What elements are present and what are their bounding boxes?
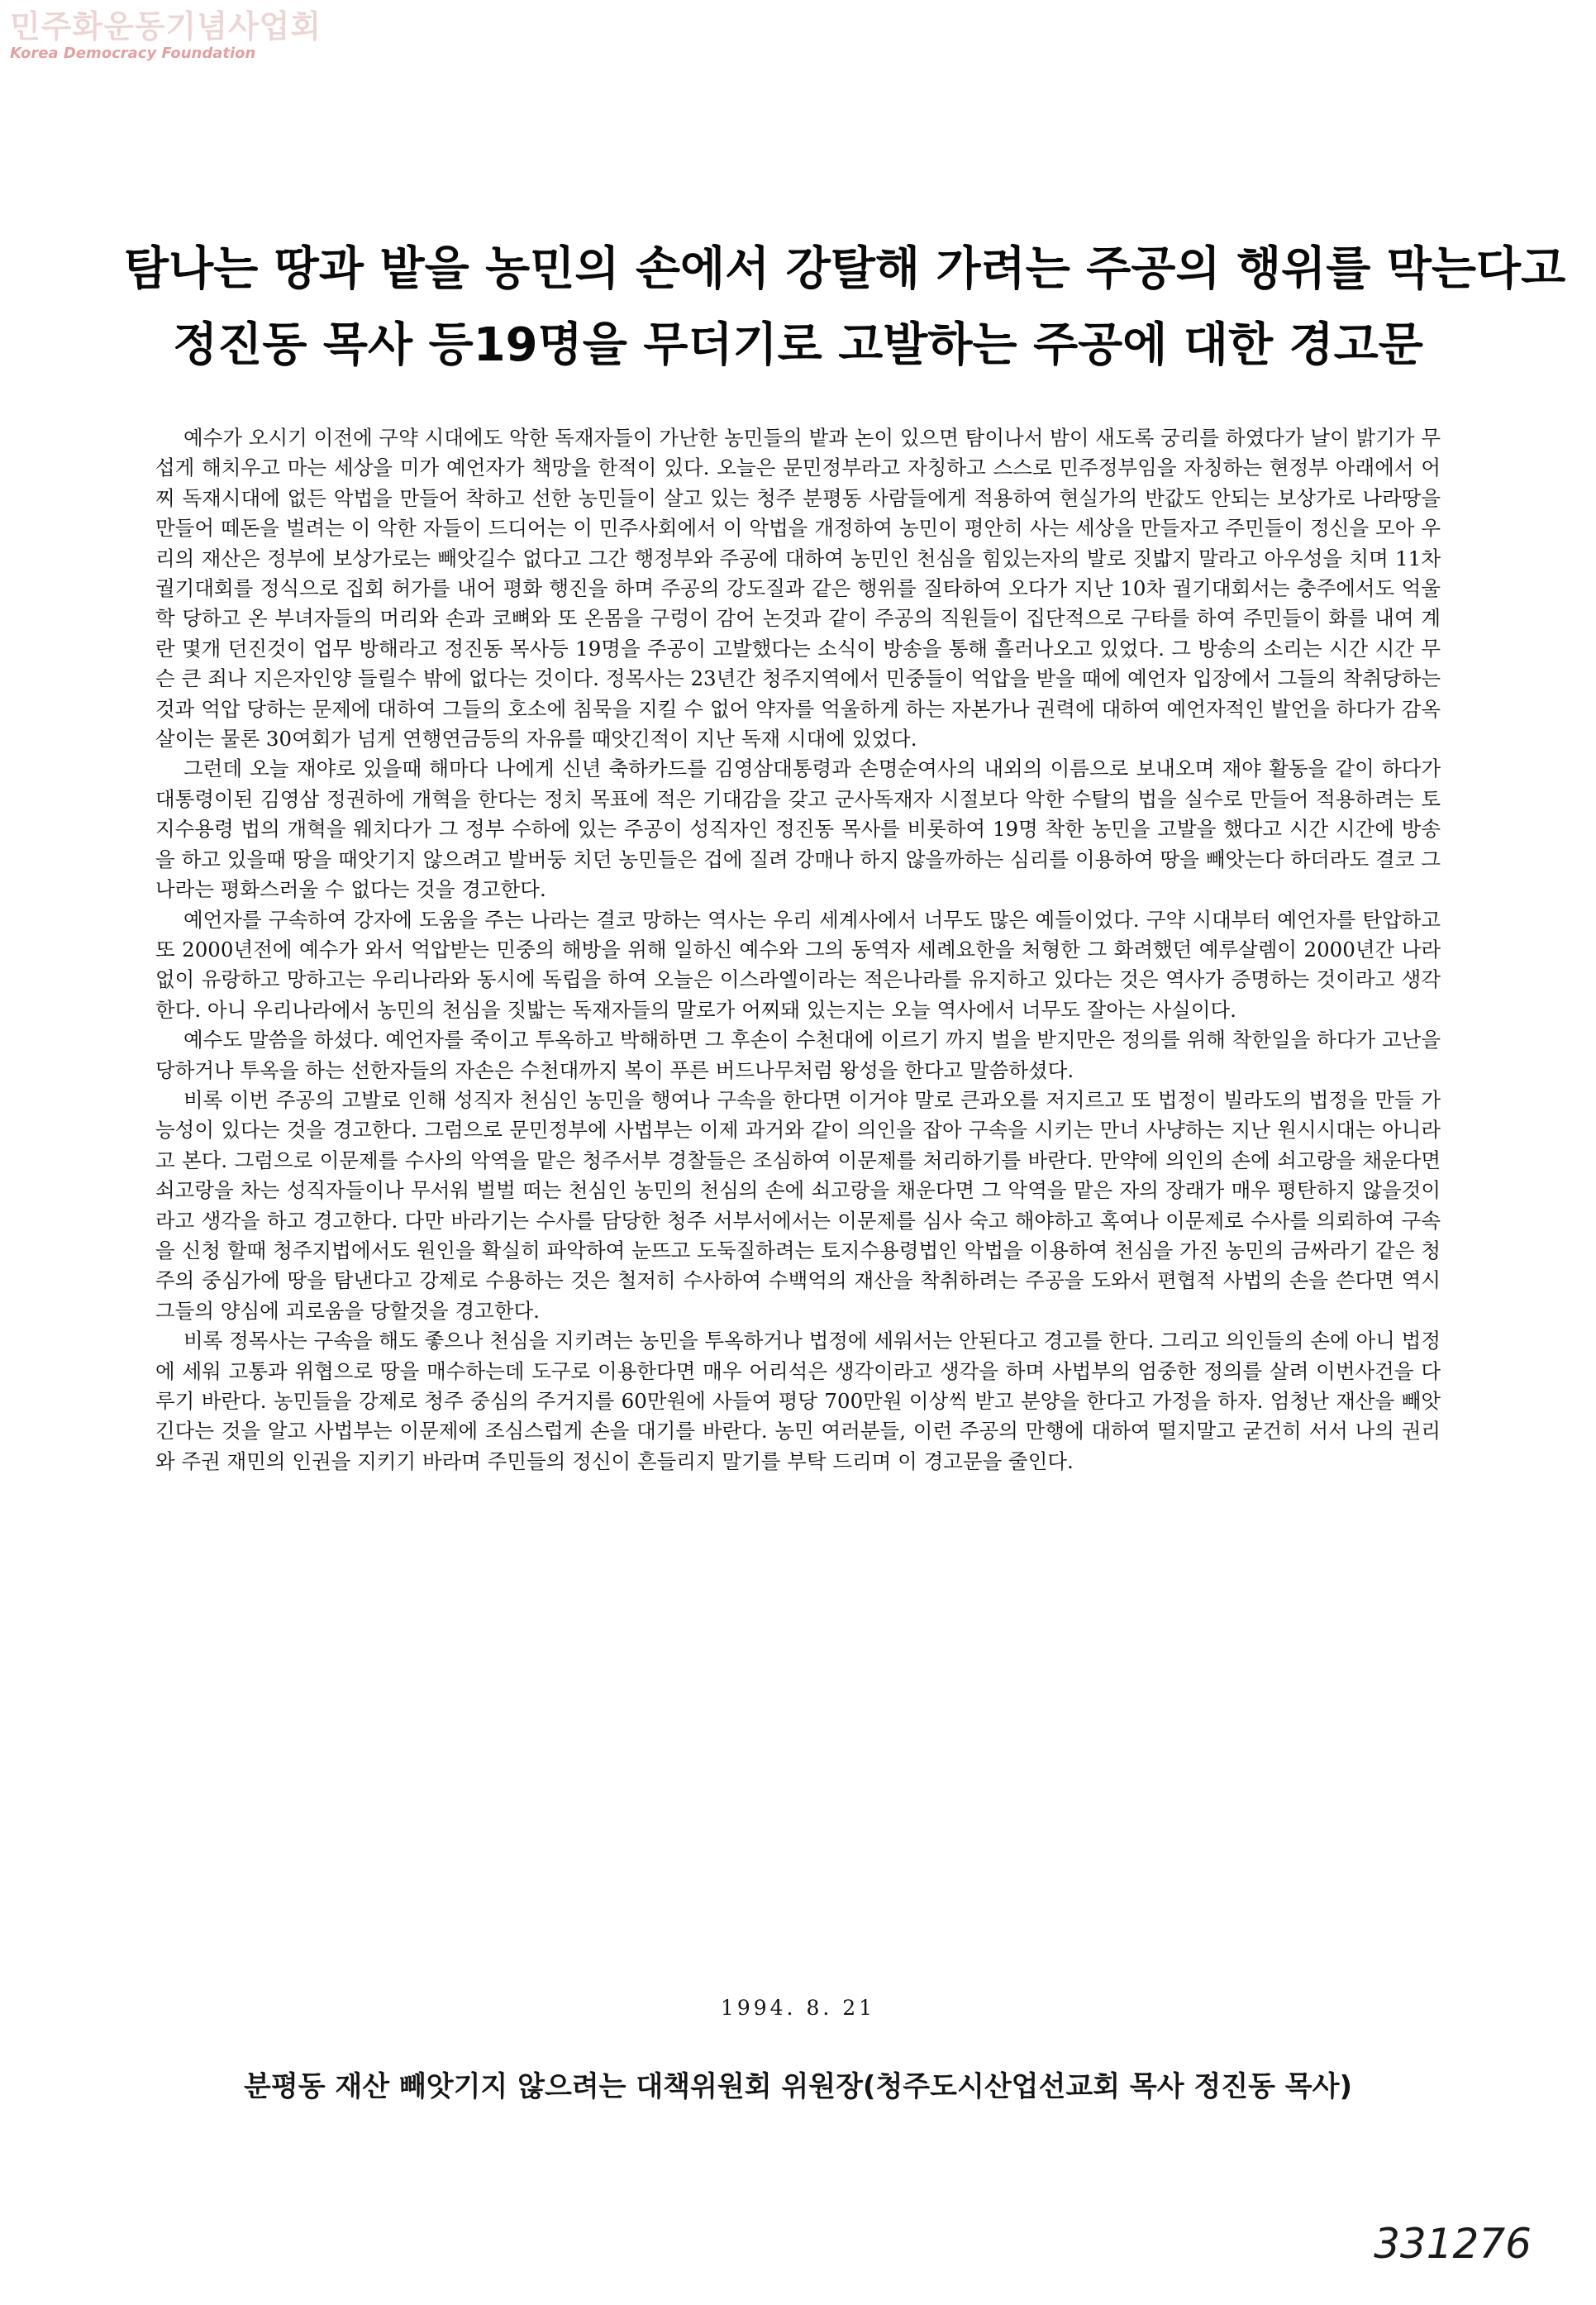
title-line-2: 정진동 목사 등19명을 무더기로 고발하는 주공에 대한 경고문 bbox=[173, 318, 1423, 372]
paragraph: 예수도 말씀을 하셨다. 예언자를 죽이고 투옥하고 박해하면 그 후손이 수천대에 이르기 까지 벌을 받지만은 정의를 위해 착한일을 하다가 고난을 당하거나 투옥을 하는 선한자들의 자손은 수천대까지 복이 푸른 버드나무처럼 왕성을 한다고 말씀하셨다. bbox=[155, 1028, 1441, 1082]
paragraph: 예언자를 구속하여 강자에 도움을 주는 나라는 결코 망하는 역사는 우리 세계사에서 너무도 많은 예들이었다. 구약 시대부터 예언자를 탄압하고 또 2000년전에 예수가 와서 억압받는 민중의 해방을 위해 일하신 예수와 그의 동역자 세례요한을 처형한 그 화려했던 예루살렘이 2000년간 나라없이 유랑하고 망하고는 우리나라와 동시에 독립을 하여 오늘은 이스라엘이라는 적은나라를 유지하고 있다는 것은 역사가 증명하는 것이라고 생각한다. 아니 우리나라에서 농민의 천심을 짓밟는 독재자들의 말로가 어찌돼 있는지는 오늘 역사에서 너무도 잘아는 사실이다. bbox=[155, 907, 1441, 1022]
paragraph: 비록 정목사는 구속을 해도 좋으나 천심을 지키려는 농민을 투옥하거나 법정에 세워서는 안된다고 경고를 한다. 그리고 의인들의 손에 아니 법정에 세워 고통과 위협으로 땅을 매수하는데 도구로 이용한다면 매우 어리석은 생각이라고 생각을 하며 사법부의 엄중한 정의를 살려 이번사건을 다루기 바란다. 농민들을 강제로 청주 중심의 주거지를 60만원에 사들여 평당 700만원 이상씩 받고 분양을 한다고 가정을 하자. 엄청난 재산을 빼앗긴다는 것을 알고 사법부는 이문제에 조심스럽게 손을 대기를 바란다. 농민 여러분들, 이런 주공의 만행에 대하여 떨지말고 굳건히 서서 나의 권리와 주권 재민의 인권을 지키기 바라며 주민들의 정신이 흔들리지 말기를 부탁 드리며 이 경고문을 줄인다. bbox=[155, 1329, 1441, 1473]
paragraph: 비록 이번 주공의 고발로 인해 성직자 천심인 농민을 행여나 구속을 한다면 이거야 말로 큰과오를 저지르고 또 법정이 빌라도의 법정을 만들 가능성이 있다는 것을 경고한다. 그럼으로 문민정부에 사법부는 이제 과거와 같이 의인을 잡아 구속을 시키는 만너 사냥하는 지난 원시시대는 아니라고 본다. 그럼으로 이문제를 수사의 악역을 맡은 청주서부 경찰들은 조심하여 이문제를 처리하기를 바란다. 만약에 의인의 손에 쇠고랑을 채운다면 쇠고랑을 차는 성직자들이나 무서워 벌벌 떠는 천심인 농민의 천심의 손에 쇠고랑을 채운다면 그 악역을 맡은 자의 장래가 매우 평탄하지 않을것이라고 생각을 하고 경고한다. 다만 바라기는 수사를 담당한 청주 서부서에서는 이문제를 심사 숙고 해야하고 혹여나 이문제로 수사를 의뢰하여 구속을 신청 할때 청주지법에서도 원인을 확실히 파악하여 눈뜨고 도둑질하려는 토지수용령법인 악법을 이용하여 천심을 가진 농민의 금싸라기 같은 청주의 중심가에 땅을 탐낸다고 강제로 수용하는 것은 철저히 수사하여 수백억의 재산을 착취하려는 주공을 도와서 편협적 사법의 손을 쓴다면 역시 그들의 양심에 괴로움을 당할것을 경고한다. bbox=[155, 1087, 1441, 1323]
document-date: 1994. 8. 21 bbox=[720, 1996, 876, 2020]
document-body bbox=[155, 423, 1441, 1477]
watermark-korean: 민주화운동기념사업회 bbox=[10, 8, 322, 45]
watermark-english: Korea Democracy Foundation bbox=[10, 45, 256, 62]
watermark bbox=[10, 8, 322, 63]
paragraph: 예수가 오시기 이전에 구약 시대에도 악한 독재자들이 가난한 농민들의 밭과 논이 있으면 탐이나서 밤이 새도록 궁리를 하였다가 날이 밝기가 무섭게 해치우고 마는 세상을 미가 예언자가 책망을 한적이 있다. 오늘은 문민정부라고 자칭하고 스스로 민주정부임을 자칭하는 현정부 아래에서 어찌 독재시대에 없든 악법을 만들어 착하고 선한 농민들이 살고 있는 청주 분평동 사람들에게 적용하여 현실가의 반값도 안되는 보상가로 나라땅을 만들어 떼돈을 벌려는 이 악한 자들이 드디어는 이 민주사회에서 이 악법을 개정하여 농민이 평안히 사는 세상을 만들자고 주민들이 정신을 모아 우리의 재산은 정부에 보상가로는 빼앗길수 없다고 그간 행정부와 주공에 대하여 농민인 천심을 힘있는자의 발로 짓밟지 말라고 아우성을 치며 11차 궐기대회를 정식으로 집회 허가를 내어 평화 행진을 하며 주공의 강도질과 같은 행위를 질타하여 오다가 지난 10차 궐기대회서는 충주에서도 억울학 당하고 온 부녀자들의 머리와 손과 코뼈와 또 온몸을 구렁이 감어 논것과 같이 주공의 직원들이 집단적으로 구타를 하여 주민들이 화를 내여 계란 몇개 던진것이 업무 방해라고 정진동 목사등 19명을 주공이 고발했다는 소식이 방송을 통해 흘러나오고 있었다. 그 방송의 소리는 시간 시간 무슨 큰 죄나 지은자인양 들릴수 밖에 없다는 것이다. 정목사는 23년간 청주지역에서 민중들이 억압을 받을 때에 예언자 입장에서 그들의 착취당하는 것과 억압 당하는 문제에 대하여 그들의 호소에 침묵을 지킬 수 없어 약자를 억울하게 하는 자본가나 권력에 대하여 예언자적인 발언을 하다가 감옥살이는 물론 30여회가 넘게 연행연금등의 자유를 때앗긴적이 지난 독재 시대에 있었다. bbox=[155, 426, 1441, 752]
paragraph: 그런데 오늘 재야로 있을때 해마다 나에게 신년 축하카드를 김영삼대통령과 손명순여사의 내외의 이름으로 보내오며 재야 활동을 같이 하다가 대통령이된 김영삼 정권하에 개혁을 한다는 정치 목표에 적은 기대감을 갖고 군사독재자 시절보다 악한 수탈의 법을 실수로 만들어 적용하려는 토지수용령 법의 개혁을 웨치다가 그 정부 수하에 있는 주공이 성직자인 정진동 목사를 비롯하여 19명 착한 농민을 고발을 했다고 시간 시간에 방송을 하고 있을때 땅을 때앗기지 않으려고 발버둥 치던 농민들은 겁에 질려 강매나 하지 않을까하는 심리를 이용하여 땅을 빼앗는다 하더라도 결코 그나라는 평화스러울 수 없다는 것을 경고한다. bbox=[155, 756, 1441, 902]
title-line-1: 탐나는 땅과 밭을 농민의 손에서 강탈해 가려는 주공의 행위를 막는다고 bbox=[124, 242, 1566, 296]
signature-line: 분평동 재산 빼앗기지 않으려는 대책위원회 위원장(청주도시산업선교회 목사 정진동 목사) bbox=[244, 2070, 1352, 2103]
archive-number: 331276 bbox=[1374, 2220, 1532, 2268]
document-title bbox=[124, 231, 1566, 384]
